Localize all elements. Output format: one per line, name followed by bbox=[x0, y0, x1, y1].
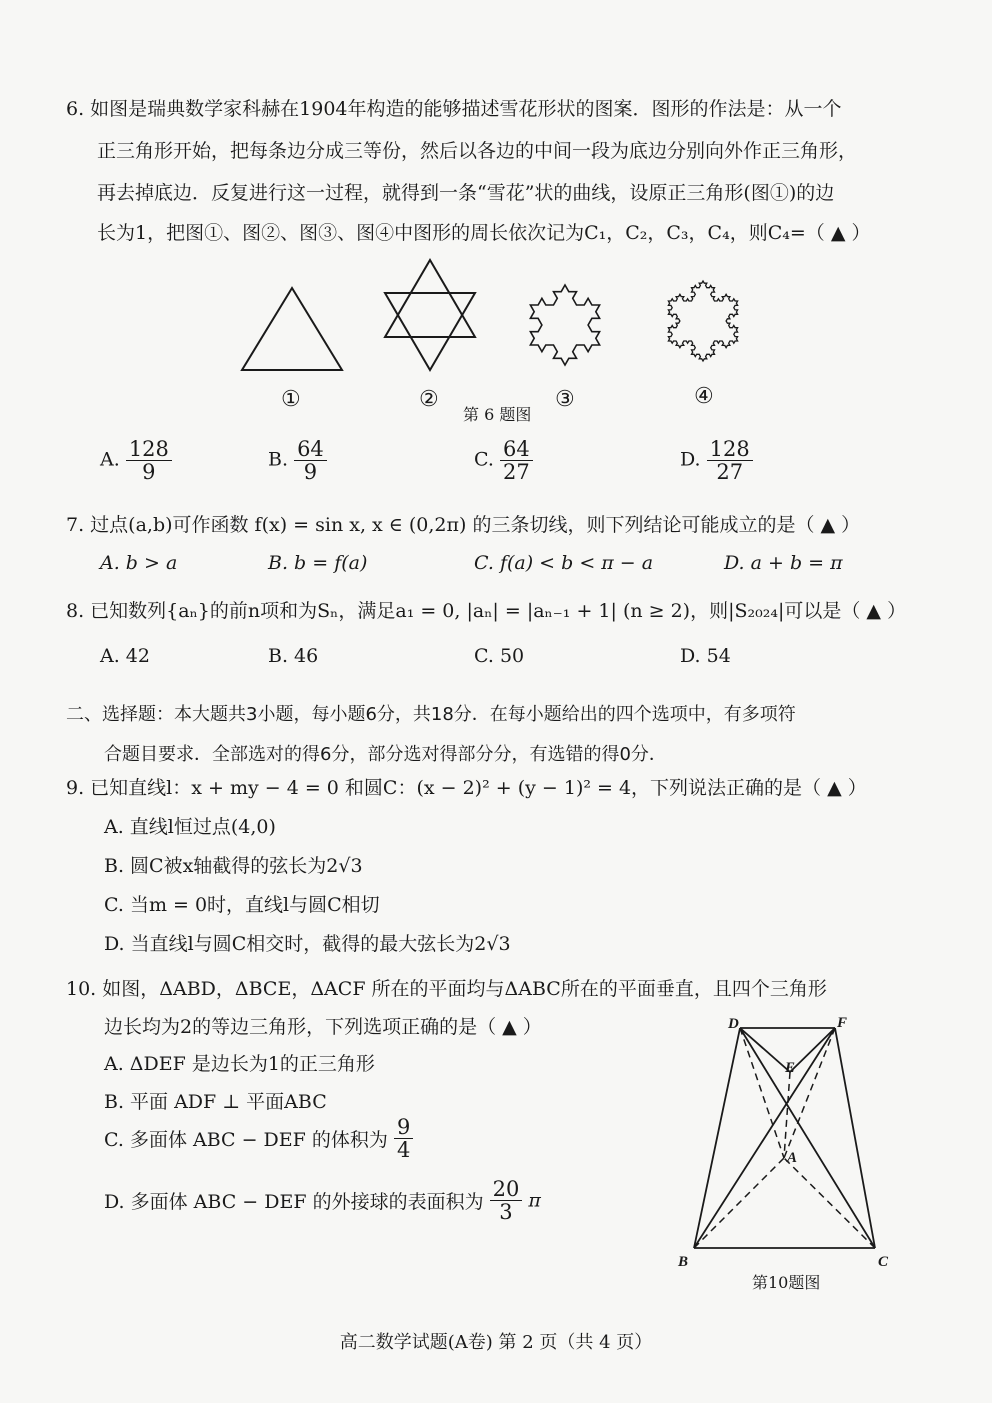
q6-options bbox=[100, 438, 920, 498]
q6-figure-caption: 第 6 题图 bbox=[463, 405, 532, 424]
fraction: $\frac{64}{27}$ bbox=[500, 438, 533, 483]
q6-figure-label-1: ① bbox=[281, 387, 301, 412]
fraction: $\frac{64}{9}$ bbox=[294, 438, 327, 483]
q8-stem: 8. 已知数列{aₙ}的前n项和为Sₙ，满足a₁ = 0, |aₙ| = |aₙ₋₁ + 1| (n ≥ 2)，则|S₂₀₂₄|可以是（ ▲ ） bbox=[66, 600, 907, 622]
q7-option-a[interactable]: A. b > a bbox=[100, 552, 178, 574]
q9-stem: 9. 已知直线l：x + my − 4 = 0 和圆C：(x − 2)² + (y − 1)² = 4，下列说法正确的是（ ▲ ） bbox=[66, 777, 867, 799]
q8-option-c[interactable]: C. 50 bbox=[474, 645, 525, 667]
koch-figure-1 bbox=[242, 288, 342, 370]
vertex-label-e: E bbox=[785, 1060, 796, 1076]
fraction: $\frac{9}{4}$ bbox=[394, 1116, 413, 1161]
q10-line-2: 边长均为2的等边三角形，下列选项正确的是（ ▲ ） bbox=[104, 1016, 542, 1038]
q10-option-b[interactable]: B. 平面 ADF ⊥ 平面ABC bbox=[104, 1091, 327, 1113]
q9-option-d[interactable]: D. 当直线l与圆C相交时，截得的最大弦长为2√3 bbox=[104, 933, 511, 955]
koch-figure-3 bbox=[530, 285, 599, 365]
q7-options bbox=[100, 552, 920, 592]
section-2-heading-line-1: 二、选择题：本大题共3小题，每小题6分，共18分．在每小题给出的四个选项中，有多项符 bbox=[66, 704, 796, 725]
q6-option-d[interactable]: D. $\frac{128}{27}$ bbox=[680, 438, 753, 483]
q10-figure-caption: 第10题图 bbox=[752, 1273, 821, 1292]
section-2-heading-line-2: 合题目要求．全部选对的得6分，部分选对得部分分，有选错的得0分． bbox=[104, 744, 667, 765]
q9-option-c[interactable]: C. 当m = 0时，直线l与圆C相切 bbox=[104, 894, 380, 916]
q6-figure-label-2: ② bbox=[419, 387, 439, 412]
q7-option-c[interactable]: C. f(a) < b < π − a bbox=[474, 552, 654, 574]
q6-option-a[interactable]: A. $\frac{128}{9}$ bbox=[100, 438, 172, 483]
koch-snowflake-figure bbox=[230, 255, 770, 385]
polyhedron-figure bbox=[670, 1010, 910, 1270]
vertex-label-b: B bbox=[678, 1254, 689, 1270]
vertex-label-c: C bbox=[878, 1254, 889, 1270]
vertex-label-d: D bbox=[728, 1016, 739, 1032]
q10-line-1: 10. 如图，ΔABD，ΔBCE，ΔACF 所在的平面均与ΔABC所在的平面垂直，且四个三角形 bbox=[66, 978, 827, 1000]
vertex-label-a: A bbox=[787, 1150, 798, 1166]
koch-figure-2 bbox=[385, 260, 475, 370]
q8-option-a[interactable]: A. 42 bbox=[100, 645, 150, 667]
q6-line-1: 6. 如图是瑞典数学家科赫在1904年构造的能够描述雪花形状的图案．图形的作法是：从一个 bbox=[66, 98, 842, 120]
q7-option-d[interactable]: D. a + b = π bbox=[724, 552, 843, 574]
q6-option-b[interactable]: B. $\frac{64}{9}$ bbox=[268, 438, 327, 483]
fraction: $\frac{20}{3}$ bbox=[490, 1178, 523, 1223]
q9-option-a[interactable]: A. 直线l恒过点(4,0) bbox=[104, 816, 276, 838]
q10-option-c[interactable]: C. 多面体 ABC − DEF 的体积为 $\frac{9}{4}$ bbox=[104, 1116, 413, 1161]
fraction: $\frac{128}{27}$ bbox=[707, 438, 753, 483]
q6-line-4: 长为1，把图①、图②、图③、图④中图形的周长依次记为C₁，C₂，C₃，C₄，则C₄=（ ▲ ） bbox=[97, 222, 871, 244]
q10-option-d[interactable]: D. 多面体 ABC − DEF 的外接球的表面积为 $\frac{20}{3}$ π bbox=[104, 1177, 541, 1225]
q6-option-c[interactable]: C. $\frac{64}{27}$ bbox=[474, 438, 533, 483]
q9-option-b[interactable]: B. 圆C被x轴截得的弦长为2√3 bbox=[104, 855, 363, 877]
q8-option-d[interactable]: D. 54 bbox=[680, 645, 731, 667]
q7-option-b[interactable]: B. b = f(a) bbox=[268, 552, 368, 574]
q10-option-a[interactable]: A. ΔDEF 是边长为1的正三角形 bbox=[104, 1053, 375, 1075]
q6-figure-label-4: ④ bbox=[694, 384, 714, 409]
q7-stem: 7. 过点(a,b)可作函数 f(x) = sin x, x ∈ (0,2π) 的三条切线，则下列结论可能成立的是（ ▲ ） bbox=[66, 514, 861, 536]
q6-line-2: 正三角形开始，把每条边分成三等份，然后以各边的中间一段为底边分别向外作正三角形， bbox=[97, 140, 858, 162]
page-footer: 高二数学试题(A卷) 第 2 页（共 4 页） bbox=[339, 1332, 653, 1353]
q6-line-3: 再去掉底边．反复进行这一过程，就得到一条“雪花”状的曲线，设原正三角形(图①)的边 bbox=[97, 182, 835, 204]
q8-options bbox=[100, 645, 920, 685]
koch-figure-4 bbox=[668, 281, 737, 361]
q6-figure-label-3: ③ bbox=[555, 387, 575, 412]
fraction: $\frac{128}{9}$ bbox=[126, 438, 172, 483]
vertex-label-f: F bbox=[837, 1015, 848, 1031]
q8-option-b[interactable]: B. 46 bbox=[268, 645, 319, 667]
